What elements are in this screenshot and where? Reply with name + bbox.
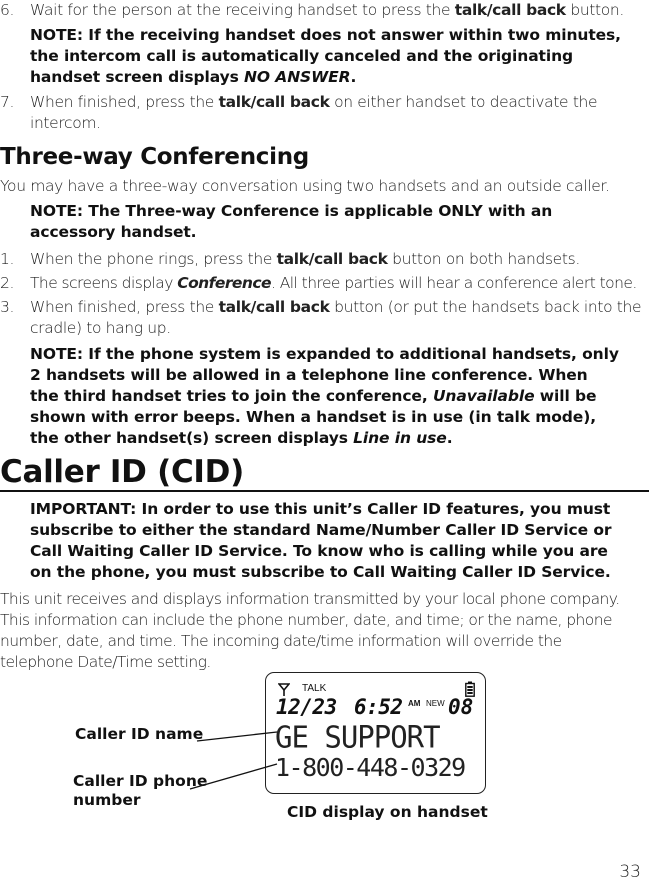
talk-indicator: TALK [302,683,327,694]
talk-call-back-label: talk/call back [276,250,388,268]
note-text: will be [534,387,597,405]
no-answer-label: NO ANSWER [244,68,351,86]
step-text-post: button. [565,1,624,19]
note-line: NOTE: If the receiving handset does not answer within two minutes, [30,26,621,44]
lcd-time: 6:52 [354,695,403,719]
lcd-caller-number: 1-800-448-0329 [275,753,465,782]
note-text: the other handset(s) screen displays [30,429,354,447]
note-line: subscribe to either the standard Name/Number Caller ID Service or [30,521,612,539]
step-text-post: . All three parties will hear a conference alert tone. [270,274,637,292]
unavailable-label: Unavailable [432,387,535,405]
note-text: handset screen displays [30,68,245,86]
step-line: cradle) to hang up. [30,319,171,337]
callout-line: number [73,791,141,809]
lcd-call-count: 08 [448,695,474,719]
step-text-post: on either handset to deactivate the [329,93,598,111]
note-line: NOTE: The Three-way Conference is applicable ONLY with an [30,202,553,220]
note-line: NOTE: If the phone system is expanded to additional handsets, only [30,345,619,363]
step-number: 2. [0,274,15,292]
step-text-pre: Wait for the person at the receiving handset to press the [30,1,455,19]
callout-line: Caller ID phone [73,772,208,790]
note-line: 2 handsets will be allowed in a telephone line conference. When [30,366,588,384]
note-line: Call Waiting Caller ID Service. To know who is calling while you are [30,542,608,560]
talk-call-back-label: talk/call back [454,1,566,19]
lcd-new-indicator: NEW [426,699,445,708]
note-line: IMPORTANT: In order to use this unit’s Caller ID features, you must [30,500,611,518]
body-line: number, date, and time. The incoming date/time information will override the [0,632,562,650]
step-text-post: button on both handsets. [387,250,580,268]
step-number: 6. [0,1,15,19]
section-heading-caller-id: Caller ID (CID) [0,454,244,490]
note-line: on the phone, you must subscribe to Call Waiting Caller ID Service. [30,563,611,581]
conference-label: Conference [177,274,271,292]
three-way-intro: You may have a three-way conversation using two handsets and an outside caller. [0,177,610,195]
step-text-pre: When the phone rings, press the [30,250,277,268]
step-number: 1. [0,250,15,268]
note-text: . [446,429,453,447]
line-in-use-label: Line in use [353,429,447,447]
step-text-pre: The screens display [30,274,178,292]
talk-call-back-label: talk/call back [218,298,330,316]
note-text: . [350,68,357,86]
lcd-caller-name: GE SUPPORT [275,719,440,755]
talk-call-back-label: talk/call back [218,93,330,111]
lcd-date: 12/23 [276,695,337,719]
display-caption: CID display on handset [287,803,488,821]
step-text-pre: When finished, press the [30,298,219,316]
body-line: This unit receives and displays information transmitted by your local phone company. [0,590,620,608]
note-text: the third handset tries to join the conference, [30,387,433,405]
step-number: 7. [0,93,15,111]
section-heading-three-way: Three-way Conferencing [0,144,309,170]
body-line: This information can include the phone number, date, and time; or the name, phone [0,611,612,629]
note-line: accessory handset. [30,223,197,241]
lcd-am-pm: AM [408,699,421,708]
callout-caller-id-phone [73,772,207,810]
callout-line-name [197,732,277,741]
step-number: 3. [0,298,15,316]
body-line: telephone Date/Time setting. [0,653,211,671]
note-line: shown with error beeps. When a handset is in use (in talk mode), [30,408,596,426]
step-text-pre: When finished, press the [30,93,219,111]
page-number: 33 [619,862,641,882]
note-line: the intercom call is automatically canceled and the originating [30,47,574,65]
step-line: intercom. [30,114,101,132]
callout-caller-id-name: Caller ID name [75,725,204,743]
step-text-post: button (or put the handsets back into the [329,298,642,316]
